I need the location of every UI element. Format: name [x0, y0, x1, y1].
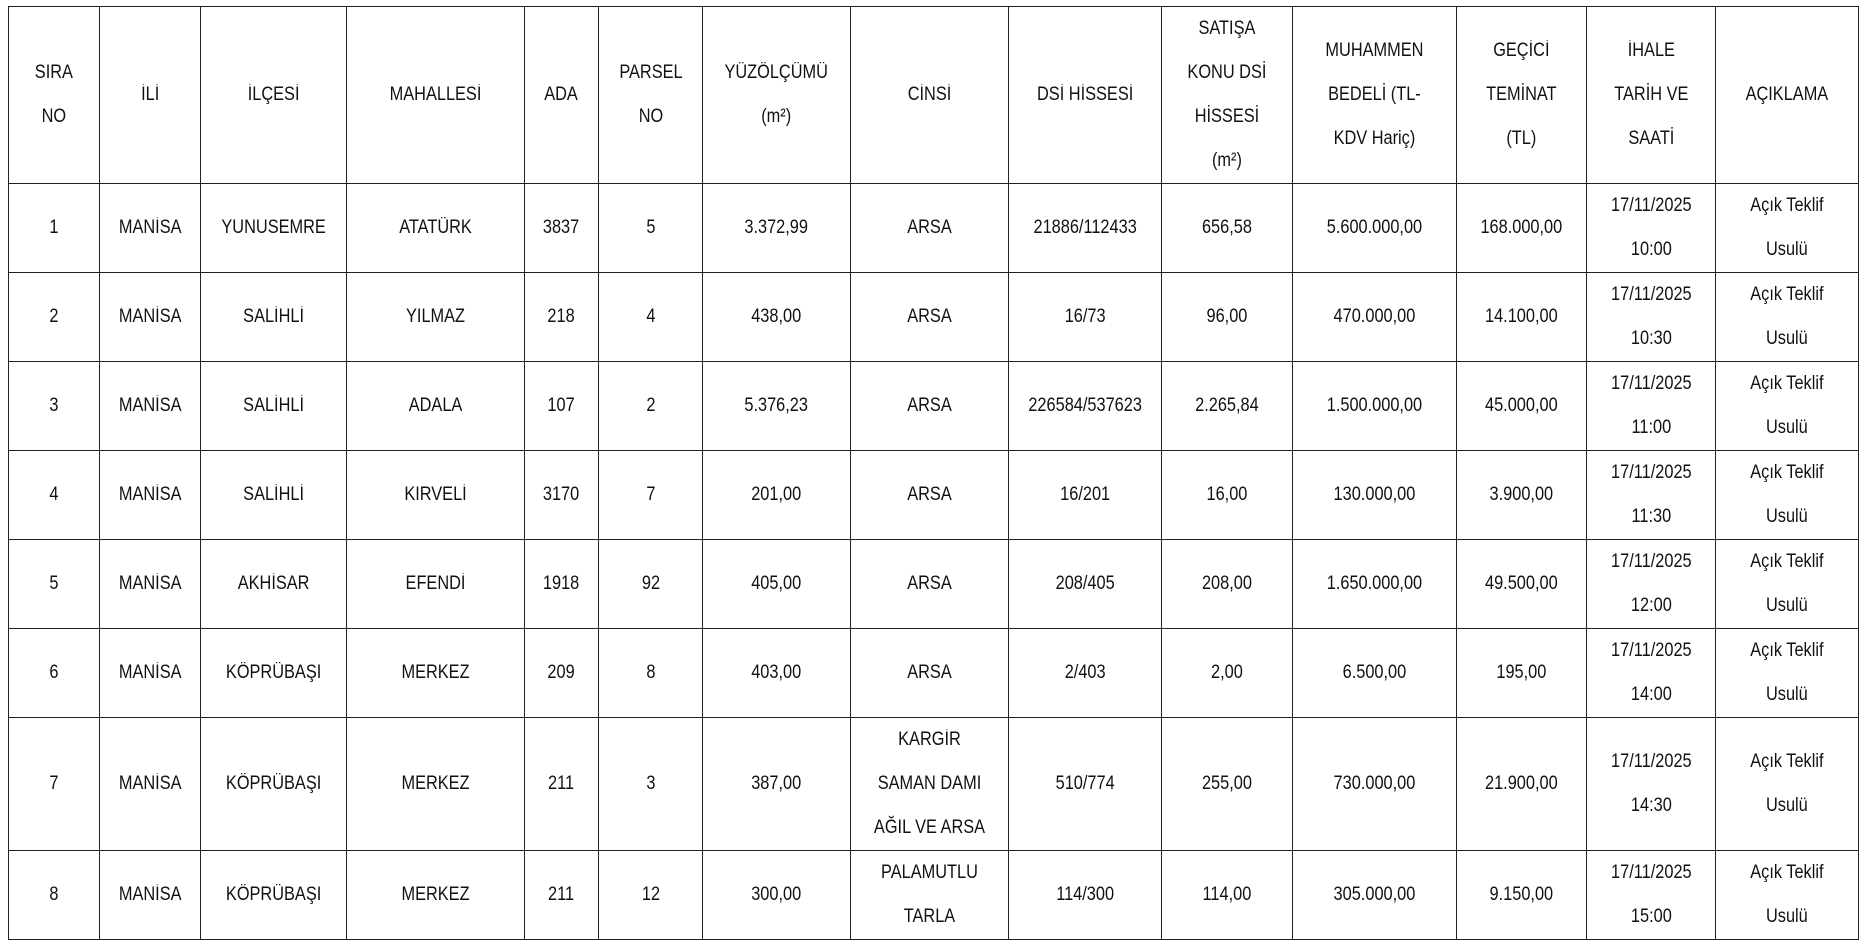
cell-dsi-hissesi — [1008, 451, 1161, 540]
cell-text: 21.900,00 — [1484, 773, 1558, 794]
cell-text: MANİSA — [118, 884, 182, 905]
cell-cinsi — [850, 629, 1008, 718]
cell-text: 45.000,00 — [1484, 395, 1558, 416]
header-parsel-no: PARSEL NO — [598, 7, 703, 184]
cell-text: KIRVELİ — [404, 484, 468, 505]
cell-text: 2,00 — [1211, 662, 1243, 683]
cell-text: 438,00 — [751, 306, 802, 327]
cell-text: MANİSA — [118, 306, 182, 327]
cell-gecici — [1456, 451, 1586, 540]
cell-mahallesi — [347, 718, 525, 851]
cell-text: 114,00 — [1202, 884, 1252, 905]
cell-aciklama — [1716, 629, 1859, 718]
cell-ili — [99, 451, 200, 540]
table-row — [9, 851, 1859, 940]
cell-cinsi — [850, 851, 1008, 940]
cell-text: MANİSA — [118, 773, 182, 794]
cell-text: KARGİR SAMAN DAMI AĞIL VE ARSA — [873, 729, 985, 838]
cell-yuzolcumu — [703, 273, 850, 362]
cell-sira-no — [9, 540, 100, 629]
cell-text: 1 — [49, 217, 59, 238]
cell-mahallesi — [347, 851, 525, 940]
cell-text: 16/201 — [1059, 484, 1110, 505]
cell-text: MERKEZ — [401, 773, 470, 794]
cell-parsel-no — [598, 273, 703, 362]
cell-ihale — [1586, 362, 1716, 451]
cell-muhammen — [1292, 362, 1456, 451]
cell-text: 17/11/2025 14:30 — [1610, 751, 1692, 816]
cell-ilcesi — [201, 273, 347, 362]
cell-text: 209 — [547, 662, 576, 683]
cell-text: 7 — [49, 773, 59, 794]
cell-yuzolcumu — [703, 718, 850, 851]
cell-muhammen — [1292, 451, 1456, 540]
header-ilcesi: İLÇESİ — [201, 7, 347, 184]
cell-cinsi — [850, 540, 1008, 629]
cell-aciklama — [1716, 362, 1859, 451]
cell-text: 195,00 — [1496, 662, 1547, 683]
cell-text: ATATÜRK — [399, 217, 473, 238]
cell-text: 6 — [49, 662, 59, 683]
cell-sira-no — [9, 184, 100, 273]
cell-text: YILMAZ — [406, 306, 466, 327]
cell-text: MANİSA — [118, 573, 182, 594]
cell-ili — [99, 851, 200, 940]
header-cinsi: CİNSİ — [850, 7, 1008, 184]
cell-satisa-konu — [1162, 540, 1293, 629]
cell-gecici — [1456, 184, 1586, 273]
cell-text: MANİSA — [118, 395, 182, 416]
cell-ada — [525, 451, 598, 540]
cell-muhammen — [1292, 851, 1456, 940]
cell-parsel-no — [598, 540, 703, 629]
cell-text: 114/300 — [1056, 884, 1114, 905]
cell-parsel-no — [598, 718, 703, 851]
cell-muhammen — [1292, 629, 1456, 718]
cell-text: 305.000,00 — [1333, 884, 1416, 905]
cell-text: 208/405 — [1055, 573, 1115, 594]
cell-satisa-konu — [1162, 718, 1293, 851]
cell-dsi-hissesi — [1008, 540, 1161, 629]
cell-text: 730.000,00 — [1333, 773, 1416, 794]
cell-text: 3837 — [543, 217, 580, 238]
cell-text: AKHİSAR — [237, 573, 310, 594]
header-dsi-hissesi: DSİ HİSSESİ — [1008, 7, 1161, 184]
cell-text: 403,00 — [751, 662, 802, 683]
cell-text: 130.000,00 — [1333, 484, 1416, 505]
cell-text: 49.500,00 — [1484, 573, 1558, 594]
cell-text: 218 — [547, 306, 576, 327]
cell-text: ARSA — [907, 662, 952, 683]
cell-satisa-konu — [1162, 184, 1293, 273]
header-satisa-konu-dsi-hissesi: SATIŞA KONU DSİ HİSSESİ (m²) — [1162, 7, 1293, 184]
cell-text: 12 — [641, 884, 660, 905]
cell-ada — [525, 184, 598, 273]
cell-text: Açık Teklif Usulü — [1750, 284, 1824, 349]
cell-dsi-hissesi — [1008, 629, 1161, 718]
cell-text: MANİSA — [118, 484, 182, 505]
cell-ihale — [1586, 540, 1716, 629]
cell-satisa-konu — [1162, 629, 1293, 718]
cell-text: 405,00 — [751, 573, 802, 594]
cell-text: Açık Teklif Usulü — [1750, 462, 1824, 527]
cell-ilcesi — [201, 629, 347, 718]
cell-text: 226584/537623 — [1028, 395, 1142, 416]
cell-aciklama — [1716, 851, 1859, 940]
tender-table — [8, 6, 1859, 940]
cell-text: 656,58 — [1202, 217, 1253, 238]
cell-text: ARSA — [907, 217, 952, 238]
cell-text: 96,00 — [1206, 306, 1248, 327]
table-row — [9, 451, 1859, 540]
cell-mahallesi — [347, 540, 525, 629]
cell-text: EFENDİ — [405, 573, 466, 594]
cell-text: 5.600.000,00 — [1326, 217, 1423, 238]
cell-gecici — [1456, 718, 1586, 851]
cell-text: 300,00 — [751, 884, 802, 905]
cell-ada — [525, 540, 598, 629]
cell-yuzolcumu — [703, 629, 850, 718]
header-yuzolcumu: YÜZÖLÇÜMÜ (m²) — [703, 7, 850, 184]
cell-ihale — [1586, 851, 1716, 940]
cell-sira-no — [9, 629, 100, 718]
cell-sira-no — [9, 451, 100, 540]
cell-mahallesi — [347, 184, 525, 273]
cell-text: MANİSA — [118, 217, 182, 238]
cell-aciklama — [1716, 540, 1859, 629]
cell-ili — [99, 718, 200, 851]
cell-aciklama — [1716, 718, 1859, 851]
cell-text: 3170 — [543, 484, 580, 505]
cell-text: 6.500,00 — [1342, 662, 1407, 683]
cell-gecici — [1456, 629, 1586, 718]
cell-text: Açık Teklif Usulü — [1750, 551, 1824, 616]
cell-sira-no — [9, 273, 100, 362]
cell-text: 2.265,84 — [1195, 395, 1259, 416]
cell-text: 1.650.000,00 — [1326, 573, 1423, 594]
cell-gecici — [1456, 273, 1586, 362]
cell-text: ARSA — [907, 306, 952, 327]
cell-text: 2/403 — [1064, 662, 1106, 683]
cell-yuzolcumu — [703, 451, 850, 540]
cell-text: Açık Teklif Usulü — [1750, 751, 1824, 816]
cell-dsi-hissesi — [1008, 273, 1161, 362]
cell-muhammen — [1292, 540, 1456, 629]
cell-parsel-no — [598, 451, 703, 540]
cell-text: MERKEZ — [401, 884, 470, 905]
cell-mahallesi — [347, 273, 525, 362]
cell-ihale — [1586, 273, 1716, 362]
cell-text: 387,00 — [751, 773, 802, 794]
cell-text: SALİHLİ — [243, 306, 305, 327]
cell-ili — [99, 629, 200, 718]
cell-aciklama — [1716, 184, 1859, 273]
cell-ada — [525, 851, 598, 940]
cell-text: 5 — [645, 217, 656, 238]
cell-ilcesi — [201, 851, 347, 940]
cell-mahallesi — [347, 362, 525, 451]
cell-ihale — [1586, 184, 1716, 273]
cell-muhammen — [1292, 273, 1456, 362]
cell-text: ARSA — [907, 573, 952, 594]
cell-text: 21886/112433 — [1033, 217, 1137, 238]
cell-text: 9.150,00 — [1489, 884, 1553, 905]
cell-cinsi — [850, 184, 1008, 273]
cell-text: SALİHLİ — [243, 484, 305, 505]
table-row — [9, 273, 1859, 362]
cell-text: 17/11/2025 12:00 — [1610, 551, 1692, 616]
cell-text: 8 — [645, 662, 656, 683]
cell-ada — [525, 629, 598, 718]
cell-text: MANİSA — [118, 662, 182, 683]
cell-text: 3.372,99 — [744, 217, 809, 238]
cell-satisa-konu — [1162, 362, 1293, 451]
header-aciklama: AÇIKLAMA — [1716, 7, 1859, 184]
cell-text: 211 — [548, 773, 575, 794]
header-ili: İLİ — [99, 7, 200, 184]
cell-parsel-no — [598, 362, 703, 451]
cell-text: KÖPRÜBAŞI — [226, 884, 322, 905]
cell-text: KÖPRÜBAŞI — [226, 773, 322, 794]
cell-gecici — [1456, 851, 1586, 940]
cell-text: 208,00 — [1202, 573, 1253, 594]
cell-text: PALAMUTLU TARLA — [880, 862, 978, 927]
cell-text: 2 — [49, 306, 59, 327]
cell-text: 4 — [49, 484, 59, 505]
cell-cinsi — [850, 273, 1008, 362]
cell-mahallesi — [347, 629, 525, 718]
cell-gecici — [1456, 540, 1586, 629]
cell-ili — [99, 362, 200, 451]
cell-text: 17/11/2025 10:00 — [1610, 195, 1692, 260]
cell-text: 1918 — [543, 573, 580, 594]
cell-yuzolcumu — [703, 851, 850, 940]
cell-text: 255,00 — [1202, 773, 1253, 794]
cell-text: 211 — [548, 884, 575, 905]
cell-ilcesi — [201, 362, 347, 451]
cell-text: KÖPRÜBAŞI — [226, 662, 322, 683]
cell-sira-no — [9, 851, 100, 940]
cell-parsel-no — [598, 629, 703, 718]
table-row — [9, 540, 1859, 629]
cell-text: Açık Teklif Usulü — [1750, 373, 1824, 438]
table-row — [9, 718, 1859, 851]
cell-text: 4 — [645, 306, 656, 327]
cell-ilcesi — [201, 184, 347, 273]
tender-table-container — [8, 6, 1859, 940]
cell-ihale — [1586, 451, 1716, 540]
cell-text: 1.500.000,00 — [1326, 395, 1423, 416]
cell-text: 7 — [645, 484, 656, 505]
cell-ilcesi — [201, 451, 347, 540]
cell-ilcesi — [201, 718, 347, 851]
cell-dsi-hissesi — [1008, 851, 1161, 940]
header-muhammen-bedeli: MUHAMMEN BEDELİ (TL- KDV Hariç) — [1292, 7, 1456, 184]
cell-text: 17/11/2025 10:30 — [1610, 284, 1692, 349]
table-body — [9, 184, 1859, 940]
cell-dsi-hissesi — [1008, 184, 1161, 273]
cell-text: SALİHLİ — [243, 395, 305, 416]
cell-aciklama — [1716, 451, 1859, 540]
cell-text: Açık Teklif Usulü — [1750, 195, 1824, 260]
cell-text: MERKEZ — [401, 662, 470, 683]
cell-satisa-konu — [1162, 273, 1293, 362]
cell-yuzolcumu — [703, 184, 850, 273]
cell-text: 3.900,00 — [1489, 484, 1553, 505]
cell-text: 201,00 — [751, 484, 802, 505]
cell-text: 107 — [547, 395, 576, 416]
cell-text: ARSA — [907, 395, 952, 416]
cell-ihale — [1586, 718, 1716, 851]
cell-text: 17/11/2025 11:00 — [1610, 373, 1692, 438]
cell-text: 3 — [49, 395, 59, 416]
table-row — [9, 184, 1859, 273]
cell-ili — [99, 184, 200, 273]
cell-text: Açık Teklif Usulü — [1750, 640, 1824, 705]
cell-muhammen — [1292, 184, 1456, 273]
cell-text: 8 — [49, 884, 59, 905]
cell-ili — [99, 273, 200, 362]
cell-parsel-no — [598, 851, 703, 940]
cell-parsel-no — [598, 184, 703, 273]
cell-sira-no — [9, 362, 100, 451]
cell-ada — [525, 718, 598, 851]
cell-muhammen — [1292, 718, 1456, 851]
cell-text: 14.100,00 — [1484, 306, 1558, 327]
table-row — [9, 362, 1859, 451]
cell-text: 2 — [645, 395, 656, 416]
cell-text: ARSA — [907, 484, 952, 505]
cell-text: 5.376,23 — [744, 395, 809, 416]
cell-sira-no — [9, 718, 100, 851]
cell-text: 470.000,00 — [1333, 306, 1416, 327]
cell-dsi-hissesi — [1008, 718, 1161, 851]
cell-text: 5 — [49, 573, 59, 594]
header-row — [9, 7, 1859, 184]
cell-text: ADALA — [409, 395, 463, 416]
cell-text: 17/11/2025 14:00 — [1610, 640, 1692, 705]
cell-ihale — [1586, 629, 1716, 718]
header-sira-no: SIRA NO — [9, 7, 100, 184]
cell-text: YUNUSEMRE — [221, 217, 326, 238]
cell-cinsi — [850, 718, 1008, 851]
cell-ili — [99, 540, 200, 629]
cell-text: 510/774 — [1055, 773, 1115, 794]
cell-text: 16/73 — [1064, 306, 1106, 327]
cell-satisa-konu — [1162, 851, 1293, 940]
cell-yuzolcumu — [703, 540, 850, 629]
header-gecici-teminat: GEÇİCİ TEMİNAT (TL) — [1456, 7, 1586, 184]
header-ihale-tarih-saati: İHALE TARİH VE SAATİ — [1586, 7, 1716, 184]
cell-mahallesi — [347, 451, 525, 540]
cell-dsi-hissesi — [1008, 362, 1161, 451]
cell-text: 168.000,00 — [1480, 217, 1563, 238]
cell-text: 16,00 — [1206, 484, 1248, 505]
cell-text: 17/11/2025 11:30 — [1610, 462, 1692, 527]
cell-ilcesi — [201, 540, 347, 629]
table-row — [9, 629, 1859, 718]
cell-gecici — [1456, 362, 1586, 451]
cell-yuzolcumu — [703, 362, 850, 451]
header-mahallesi: MAHALLESİ — [347, 7, 525, 184]
table-header — [9, 7, 1859, 184]
cell-ada — [525, 273, 598, 362]
cell-satisa-konu — [1162, 451, 1293, 540]
cell-text: 17/11/2025 15:00 — [1610, 862, 1692, 927]
cell-cinsi — [850, 451, 1008, 540]
cell-text: Açık Teklif Usulü — [1750, 862, 1824, 927]
header-ada: ADA — [525, 7, 598, 184]
cell-text: 3 — [645, 773, 656, 794]
cell-ada — [525, 362, 598, 451]
cell-cinsi — [850, 362, 1008, 451]
cell-aciklama — [1716, 273, 1859, 362]
cell-text: 92 — [641, 573, 660, 594]
